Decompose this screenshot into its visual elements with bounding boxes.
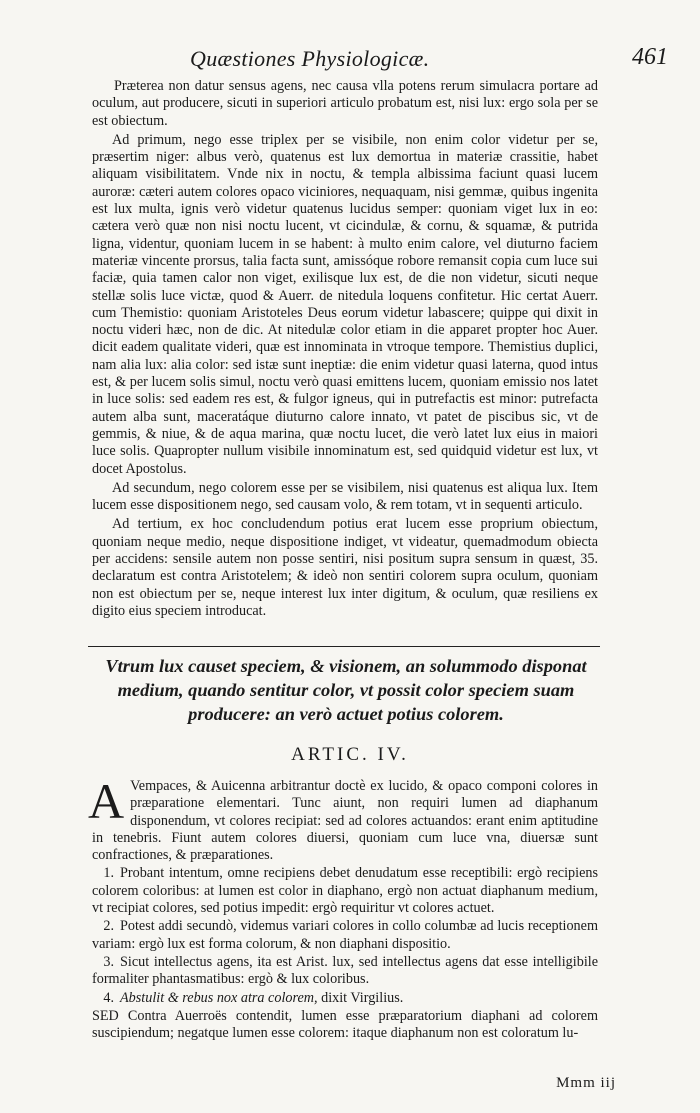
sed-lead: SED — [92, 1007, 119, 1024]
question-heading: Vtrum lux causet speciem, & visionem, an solummodo disponat medium, quando sentitur color, vt possit color speciem suam producere: an verò actuet potius colorem. — [105, 656, 587, 724]
signature-mark: Mmm iij — [556, 1075, 616, 1091]
list-item — [92, 865, 598, 917]
virgil-quote: Abstulit & rebus nox atra colorem, — [120, 989, 318, 1006]
running-title: Quæstiones Physiologicæ. — [190, 46, 430, 71]
drop-cap: A — [88, 773, 125, 829]
item-text: Potest addi secundò, videmus variari colores in collo columbæ ad lucis receptionem variam: ergò lux est forma colorum, & non diaphani dispositio. — [92, 918, 598, 952]
item-number: 1. — [103, 865, 114, 882]
paragraph: Ad primum, nego esse triplex per se visibile, non enim color videtur per se, præsertim niger: albus verò, quatenus est lux demortua in materiæ crassitie, habet aliquam visibilitatem. Vnde nix in noctu, & templa albissima faciunt quasi lucem auroræ: cæteri autem colores opaco viciniores, nequaquam, nisi gemmæ, quibus ingenita est lux multa, ignis verò videtur quatenus lucidus semper: quoniam viget lux in eo: cætera verò quæ non nisi noctu lucent, vt cicindulæ, & cornu, & squamæ, & putrida ligna, videntur, quoniam lucem in se habent: à multo enim calore, vel diuturno faciem materiæ vincente prorsus, talia facta sunt, amissóque robore remansit copia cum luce sui faciæ, quia tamen calor non viget, exilisque lux est, de die non videtur, sicuti neque stellæ solis luce victæ, quod & Auerr. de nitedula loquens confitetur. Hic certat Auerr. cum Themistio: quoniam Aristoteles Deus eorum videtur labascere; quippe qui dixit in noctu videri hæc, non de dic. At nitedulæ color etiam in die apparet propter hoc Auer. dicit eadem qualitate videri, quæ est innominata in vtroque tempore. Themistius duplici, nam alia lux: alia color: sed istæ sunt ineptiæ: die enim videtur quasi laterna, quod intus est, & per lucem solis simul, noctu verò quasi emittens lucem, quoniam emissio nos latet in luce solis: sed eadem res est, & fulgor igneus, qui in putrefactis est minor: putrefacta autem alba sunt, maceratáque diuturno calore innato, vt patet de piscibus sic, vt de gemmis, & niue, & de aqua marina, quæ noctu lucet, die verò latet lux eius in maiori luce solis. Quapropter nullum visibile innominatum est, sed quidquid videtur est lux, vt docet Apostolus. — [92, 131, 598, 477]
sed-text: Contra Auerroës contendit, lumen esse præparatorium diaphani ad colorem suscipiendum; negatque lumen esse colorem: itaque diaphanum non est coloratum lu- — [92, 1007, 598, 1042]
intro-text: Vempaces, & Auicenna arbitrantur doctè ex lucido, & opaco componi colores in præparatione elementari. Tunc aiunt, non requiri lumen ad diaphanum disponendum, vt colores recipiat: sed ad colores actuandos: erant enim aptitudine in tenebris. Fiunt autem colores diuersi, quoniam cum luce vna, diuersæ sunt confractiones, & præparationes. — [92, 778, 598, 864]
item-text: dixit Virgilius. — [317, 989, 404, 1006]
page-header — [0, 46, 700, 76]
article-heading: ARTIC. IV. — [291, 744, 409, 765]
item-number: 3. — [103, 953, 114, 970]
article-text — [88, 773, 598, 1043]
paragraph: Ad tertium, ex hoc concludendum potius erat lucem esse proprium obiectum, quoniam neque medio, neque dispositione indiget, vt videatur, quemadmodum obiecta per accidens: sensile autem non posse sentiri, nisi positum supra sensum in quæst, 35. declaratum est contra Aristotelem; & ideò non sentiri colorem supra oculum, quoniam non est obiectum per se, neque interest lux inter digitum, & oculum, quæ resiliens ex digito eius speciem introducat. — [92, 516, 598, 619]
main-text — [92, 78, 598, 622]
list-item — [92, 918, 598, 953]
item-number: 4. — [103, 989, 114, 1006]
item-text: Sicut intellectus agens, ita est Arist. lux, sed intellectus agens dat esse intelligibile formaliter phantasmatibus: ergò & lux coloribus. — [92, 953, 598, 988]
section-divider — [88, 646, 600, 647]
item-text: Probant intentum, omne recipiens debet denudatum esse receptibili: ergò recipiens colorem coloribus: at lumen est color in diaphano, ergò non actuat diaphanum medium, vt recipiat colores, sed potius impedit: ergò requiritur vt colores actuet. — [92, 865, 598, 917]
paragraph: Præterea non datur sensus agens, nec causa vlla potens rerum simulacra portare ad oculum, aut producere, sicuti in superiori articulo probatum est, nisi lux: ergo sola per se est obiectum. — [92, 78, 598, 129]
paragraph: Ad secundum, nego colorem esse per se visibilem, nisi quatenus est aliqua lux. Item lucem esse dispositionem nego, sed causam volo, & rem totam, vt in sequenti articulo. — [92, 479, 598, 514]
item-number: 2. — [103, 918, 114, 935]
list-item — [92, 990, 598, 1007]
article-intro — [88, 773, 598, 864]
page-number: 461 — [632, 44, 668, 70]
list-item — [92, 954, 598, 989]
sed-paragraph — [92, 1008, 598, 1043]
